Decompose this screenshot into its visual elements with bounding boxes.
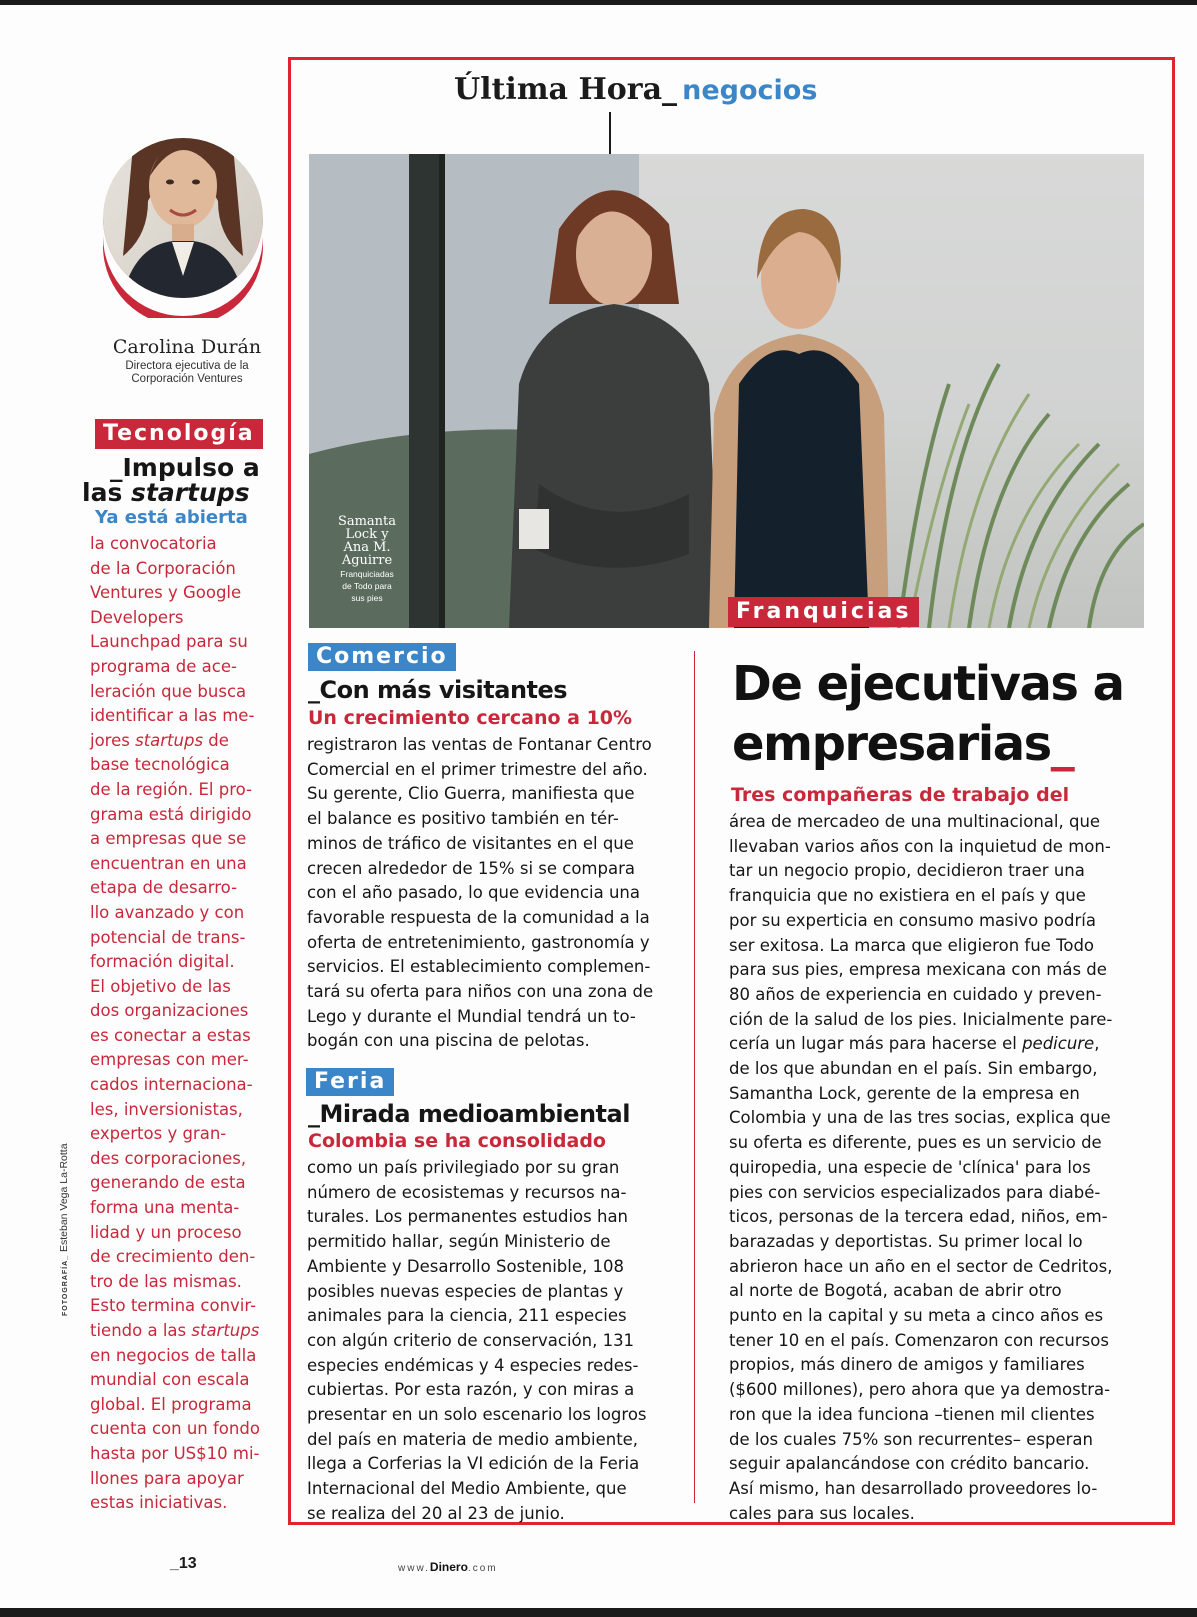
comercio-lead: Un crecimiento cercano a 10% — [308, 707, 633, 729]
sidebar-body-line: etapa de desarro- — [90, 878, 238, 898]
main-body-line: de los que abundan en el país. Sin embargo, — [729, 1059, 1098, 1079]
comercio-body — [307, 733, 677, 1054]
main-body-line: barazadas y deportistas. Su primer local lo — [729, 1231, 1083, 1251]
main-body — [729, 810, 1129, 1526]
sidebar-body-line: les, inversionistas, — [90, 1099, 243, 1119]
sidebar-body-line: Launchpad para su — [90, 632, 248, 652]
sidebar-body-line: des corporaciones, — [90, 1148, 247, 1168]
sidebar-body-line: tiendo a las startups — [90, 1321, 260, 1340]
sidebar-body-line: de crecimiento den- — [90, 1247, 256, 1267]
main-body-line: Colombia y una de las tres socias, explica que — [729, 1108, 1111, 1128]
main-body-line: de los cuales 75% son recurrentes– esperan — [729, 1429, 1093, 1449]
main-body-line: cales para sus locales. — [729, 1503, 915, 1523]
feria-body-line: turales. Los permanentes estudios han — [307, 1207, 629, 1227]
comercio-body-line: registraron las ventas de Fontanar Centro — [307, 735, 652, 754]
feria-body-line: Internacional del Medio Ambiente, que — [307, 1479, 627, 1499]
feria-headline: _Mirada medioambiental — [308, 1100, 630, 1128]
columnist-role: Directora ejecutiva de la Corporación Ventures — [125, 360, 249, 385]
sidebar-body-line: global. El programa — [90, 1394, 252, 1414]
sidebar-body-line: hasta por US$10 mi- — [90, 1443, 260, 1463]
main-body-line: punto en la capital y su meta a cinco años es — [729, 1306, 1104, 1326]
comercio-body-line: minos de tráfico de visitantes en el que — [307, 833, 634, 853]
sidebar-headline: _Impulso a las startups — [82, 453, 260, 507]
sidebar-body-line: cados internaciona- — [90, 1075, 253, 1095]
main-body-line: ser exitosa. La marca que eligieron fue Todo — [729, 935, 1095, 955]
sidebar-body-line: dos organizaciones — [90, 1001, 249, 1021]
main-body-line: tar un negocio propio, decidieron traer una — [729, 861, 1085, 881]
photo-credit: FOTOGRAFÍA_ Esteban Vega La-Rotta — [58, 1143, 70, 1316]
bottom-edge — [0, 1608, 1197, 1617]
comercio-body-line: oferta de entretenimiento, gastronomía y — [307, 932, 650, 952]
main-body-line: abrieron hace un año en el sector de Cedritos, — [729, 1256, 1113, 1276]
sidebar-body-line: de la Corporación — [90, 558, 236, 578]
sidebar-body-line: en negocios de talla — [90, 1345, 257, 1365]
sidebar-body-line: forma una menta- — [90, 1198, 240, 1218]
section-tag-franquicias: Franquicias — [728, 597, 919, 627]
sidebar-body-line: programa de ace- — [90, 656, 237, 676]
feria-body-line: Ambiente y Desarrollo Sostenible, 108 — [307, 1256, 625, 1276]
main-body-line: ($600 millones), pero ahora que ya demostra- — [729, 1380, 1111, 1400]
main-body-line: ticos, personas de la tercera edad, niños, em- — [729, 1207, 1108, 1227]
sidebar-body-line: es conectar a estas — [90, 1025, 251, 1045]
main-body-line: ción de la salud de los pies. Inicialmente pare- — [729, 1009, 1113, 1029]
feria-body-line: se realiza del 20 al 23 de junio. — [307, 1503, 565, 1523]
sidebar-body-line: estas iniciativas. — [90, 1493, 228, 1513]
comercio-body-line: tará su oferta para niños con una zona de — [307, 982, 654, 1002]
comercio-body-line: servicios. El establecimiento complemen- — [307, 957, 651, 977]
main-body-line: quiropedia, una especie de 'clínica' para los — [729, 1157, 1091, 1177]
comercio-headline: _Con más visitantes — [308, 676, 568, 704]
sidebar-body-line: El objetivo de las — [90, 976, 231, 996]
main-body-line: franquicia que no existiera en el país y que — [729, 886, 1086, 906]
sidebar-body-line: de la región. El pro- — [90, 779, 252, 799]
comercio-body-line: el balance es positivo también en tér- — [307, 809, 619, 829]
sidebar-body-line: generando de esta — [90, 1173, 246, 1193]
sidebar-body-line: llo avanzado y con — [90, 902, 245, 922]
comercio-body-line: Comercial en el primer trimestre del año. — [307, 759, 648, 779]
sidebar-body-line: grama está dirigido — [90, 804, 252, 824]
feria-body-line: posibles nuevas especies de plantas y — [307, 1281, 624, 1301]
site-url: www.Dinero.com — [398, 1560, 498, 1574]
top-edge — [0, 0, 1197, 5]
page-number: _13 — [170, 1555, 197, 1572]
main-body-line: Samantha Lock, gerente de la empresa en — [729, 1083, 1080, 1103]
feria-body-line: permitido hallar, según Ministerio de — [307, 1232, 611, 1252]
feria-body — [307, 1156, 677, 1527]
sidebar-body-line: mundial con escala — [90, 1370, 250, 1390]
main-body-line: 80 años de experiencia en cuidado y preven- — [729, 984, 1102, 1004]
sidebar-body-line: jores startups de — [90, 730, 229, 750]
main-body-line: área de mercadeo de una multinacional, que — [729, 812, 1101, 831]
sidebar-body-line: Ventures y Google — [90, 583, 242, 603]
main-body-line: para sus pies, empresa mexicana con más de — [729, 960, 1107, 980]
feria-body-line: con algún criterio de conservación, 131 — [307, 1330, 635, 1350]
feria-body-line: especies endémicas y 4 especies redes- — [307, 1355, 639, 1375]
feria-body-line: número de ecosistemas y recursos na- — [307, 1182, 627, 1202]
sidebar-body-line: Developers — [90, 607, 184, 627]
section-tag-tecnologia: Tecnología — [95, 419, 263, 449]
main-body-line: cería un lugar más para hacerse el pedicure, — [729, 1034, 1100, 1054]
feria-body-line: como un país privilegiado por su gran — [307, 1158, 620, 1177]
sidebar-body-line: identificar a las me- — [90, 706, 255, 726]
sidebar-body-line: a empresas que se — [90, 829, 247, 849]
main-body-line: seguir apalancándose con crédito bancario. — [729, 1454, 1090, 1474]
sidebar-body-line: encuentran en una — [90, 853, 247, 873]
sidebar-body-line: empresas con mer- — [90, 1050, 249, 1070]
comercio-body-line: bogán con una piscina de pelotas. — [307, 1031, 590, 1051]
feria-body-line: animales para la ciencia, 211 especies — [307, 1306, 627, 1326]
sidebar-body-line: cuenta con un fondo — [90, 1419, 260, 1439]
main-body-line: ron que la idea funciona –tienen mil clientes — [729, 1404, 1095, 1424]
sidebar-body-line: base tecnológica — [90, 755, 230, 775]
main-body-line: llevaban varios años con la inquietud de mon- — [729, 836, 1111, 856]
feria-body-line: del país en materia de medio ambiente, — [307, 1429, 639, 1449]
feria-body-line: presentar en un solo escenario los logros — [307, 1405, 647, 1425]
main-headline: De ejecutivas a empresarias_ — [732, 656, 1124, 772]
columnist-portrait — [98, 106, 268, 318]
column-rule — [694, 651, 695, 1503]
main-body-line: propios, más dinero de amigos y familiares — [729, 1355, 1085, 1375]
sidebar-body-line: formación digital. — [90, 952, 235, 972]
sidebar-body-line: llones para apoyar — [90, 1468, 244, 1488]
comercio-body-line: crecen alrededor de 15% si se compara — [307, 858, 635, 878]
header-tick — [609, 112, 611, 154]
feria-lead: Colombia se ha consolidado — [308, 1130, 606, 1152]
sidebar-body-line: leración que busca — [90, 681, 247, 701]
sidebar-body-line: lidad y un proceso — [90, 1222, 242, 1242]
feria-body-line: llega a Corferias la VI edición de la Feria — [307, 1454, 640, 1474]
sidebar-body — [90, 532, 286, 1516]
comercio-body-line: con el año pasado, lo que evidencia una — [307, 883, 640, 903]
comercio-body-line: Lego y durante el Mundial tendrá un to- — [307, 1006, 636, 1026]
sidebar-lead: Ya está abierta — [95, 507, 248, 528]
section-tag-feria: Feria — [306, 1068, 394, 1096]
columnist-name: Carolina Durán — [112, 336, 262, 358]
comercio-body-line: Su gerente, Clio Guerra, manifiesta que — [307, 784, 635, 804]
sidebar-body-line: expertos y gran- — [90, 1124, 227, 1144]
sidebar-body-line: Esto termina convir- — [90, 1296, 257, 1316]
main-body-line: tener 10 en el país. Comenzaron con recursos — [729, 1330, 1109, 1350]
main-body-line: su oferta es diferente, pues es un servicio de — [729, 1133, 1102, 1153]
sidebar-body-line: tro de las mismas. — [90, 1271, 242, 1291]
photo-caption: Samanta Lock y Ana M. Aguirre Franquiciadas de Todo para sus pies — [337, 514, 397, 603]
feature-photo — [309, 154, 1144, 628]
sidebar-body-line: la convocatoria — [90, 534, 217, 553]
section-header: Última Hora_ negocios — [454, 72, 818, 107]
main-body-line: pies con servicios especializados para diabé- — [729, 1182, 1101, 1202]
main-body-line: Así mismo, han desarrollado proveedores lo- — [729, 1478, 1098, 1498]
main-lead: Tres compañeras de trabajo del — [731, 784, 1070, 806]
section-tag-comercio: Comercio — [308, 643, 456, 671]
sidebar-body-line: potencial de trans- — [90, 927, 246, 947]
comercio-body-line: favorable respuesta de la comunidad a la — [307, 907, 650, 927]
main-body-line: al norte de Bogotá, acaban de abrir otro — [729, 1281, 1062, 1301]
main-body-line: por su experticia en consumo masivo podría — [729, 910, 1096, 930]
feria-body-line: cubiertas. Por esta razón, y con miras a — [307, 1380, 635, 1400]
